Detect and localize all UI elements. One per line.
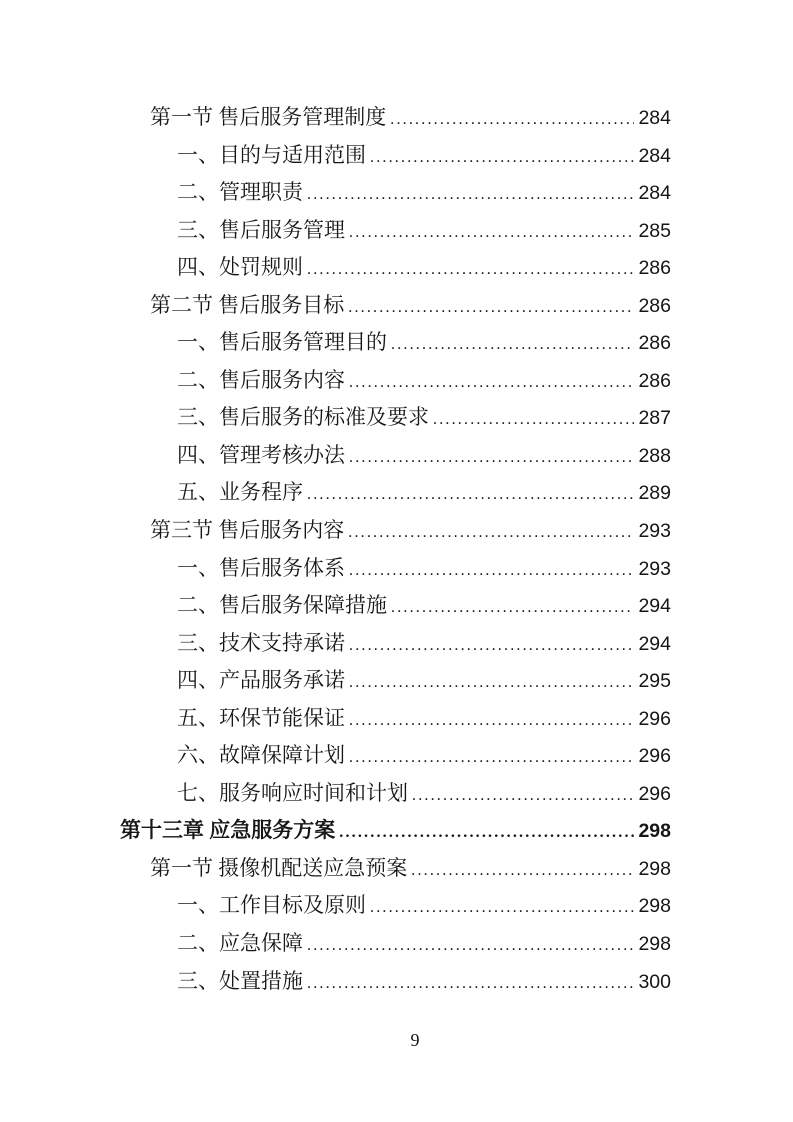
toc-entry-label: 一、工作目标及原则 [177,893,366,918]
toc-entry-page-number: 284 [638,144,671,167]
toc-entry-page-number: 300 [638,970,671,993]
toc-entry-label: 三、处置措施 [177,968,303,993]
toc-entry[interactable] [120,99,671,137]
toc-leader-dots [349,214,634,252]
toc-entry[interactable] [120,362,671,400]
toc-entry-label: 第一节 摄像机配送应急预案 [150,855,408,880]
toc-leader-dots [412,777,634,815]
toc-entry[interactable] [120,662,671,700]
toc-leader-dots [370,889,634,927]
toc-entry-label: 二、售后服务内容 [177,367,345,392]
toc-leader-dots [349,364,634,402]
toc-entry[interactable] [120,850,671,888]
toc-entry-label: 五、业务程序 [177,480,303,505]
toc-leader-dots [348,289,634,327]
toc-entry[interactable] [120,174,671,212]
toc-entry-page-number: 298 [638,857,671,880]
toc-leader-dots [349,552,634,590]
toc-entry-label: 五、环保节能保证 [177,705,345,730]
toc-entry[interactable] [120,587,671,625]
toc-entry[interactable] [120,925,671,963]
toc-entry-page-number: 296 [638,745,671,768]
toc-entry-page-number: 298 [638,820,671,843]
toc-leader-dots [349,439,634,477]
toc-leader-dots [348,514,634,552]
toc-entry-page-number: 289 [638,482,671,505]
toc-entry-label: 三、技术支持承诺 [177,630,345,655]
toc-entry-page-number: 294 [638,595,671,618]
toc-leader-dots [349,627,634,665]
toc-entry-page-number: 287 [638,407,671,430]
toc-leader-dots [307,927,634,965]
toc-entry-label: 二、应急保障 [177,931,303,956]
toc-entry[interactable] [120,625,671,663]
toc-entry-label: 六、故障保障计划 [177,743,345,768]
toc-leader-dots [349,664,634,702]
toc-leader-dots [391,589,634,627]
toc-entry[interactable] [120,474,671,512]
toc-entry-label: 四、产品服务承诺 [177,668,345,693]
toc-entry-page-number: 286 [638,369,671,392]
toc-entry[interactable] [120,550,671,588]
toc-leader-dots [307,176,634,214]
toc-entry-label: 一、售后服务管理目的 [177,330,387,355]
toc-leader-dots [370,139,634,177]
table-of-contents [120,99,671,1000]
toc-entry[interactable] [120,737,671,775]
toc-entry-label: 四、管理考核办法 [177,442,345,467]
toc-entry-page-number: 286 [638,257,671,280]
toc-entry[interactable] [120,775,671,813]
toc-entry[interactable] [120,287,671,325]
toc-leader-dots [349,739,634,777]
toc-entry-label: 第一节 售后服务管理制度 [150,105,387,129]
toc-entry[interactable] [120,812,671,850]
toc-leader-dots [433,401,634,439]
toc-entry-page-number: 286 [638,332,671,355]
toc-leader-dots [411,852,634,890]
toc-entry[interactable] [120,437,671,475]
toc-entry-page-number: 293 [638,557,671,580]
toc-entry-label: 一、目的与适用范围 [177,142,366,167]
toc-entry-page-number: 294 [638,632,671,655]
toc-leader-dots [307,251,634,289]
toc-leader-dots [349,702,634,740]
toc-leader-dots [307,476,634,514]
toc-entry-page-number: 293 [638,520,671,543]
toc-entry-label: 四、处罚规则 [177,255,303,280]
toc-entry-page-number: 285 [638,219,671,242]
toc-leader-dots [391,326,634,364]
toc-entry-page-number: 296 [638,707,671,730]
toc-entry-label: 第二节 售后服务目标 [150,292,345,317]
toc-leader-dots [390,101,634,139]
toc-entry[interactable] [120,212,671,250]
toc-entry[interactable] [120,700,671,738]
toc-entry[interactable] [120,512,671,550]
toc-leader-dots [339,814,634,852]
toc-entry-label: 第三节 售后服务内容 [150,518,345,543]
toc-entry-label: 一、售后服务体系 [177,555,345,580]
toc-entry-page-number: 284 [638,107,671,129]
toc-entry-page-number: 288 [638,444,671,467]
toc-entry[interactable] [120,249,671,287]
toc-entry[interactable] [120,399,671,437]
toc-entry[interactable] [120,963,671,1001]
toc-entry-page-number: 295 [638,670,671,693]
toc-entry-label: 三、售后服务的标准及要求 [177,405,429,430]
toc-entry[interactable] [120,887,671,925]
footer-page-number: 9 [410,1030,420,1050]
toc-entry-page-number: 284 [638,182,671,205]
toc-entry-page-number: 298 [638,933,671,956]
toc-entry-label: 二、售后服务保障措施 [177,593,387,618]
toc-entry-label: 二、管理职责 [177,180,303,205]
toc-entry-page-number: 286 [638,294,671,317]
toc-entry-label: 七、服务响应时间和计划 [177,780,408,805]
toc-entry[interactable] [120,137,671,175]
toc-entry-page-number: 298 [638,895,671,918]
toc-entry-label: 第十三章 应急服务方案 [120,818,336,843]
toc-entry-label: 三、售后服务管理 [177,217,345,242]
toc-entry-page-number: 296 [638,782,671,805]
toc-entry[interactable] [120,324,671,362]
toc-leader-dots [307,965,634,1003]
